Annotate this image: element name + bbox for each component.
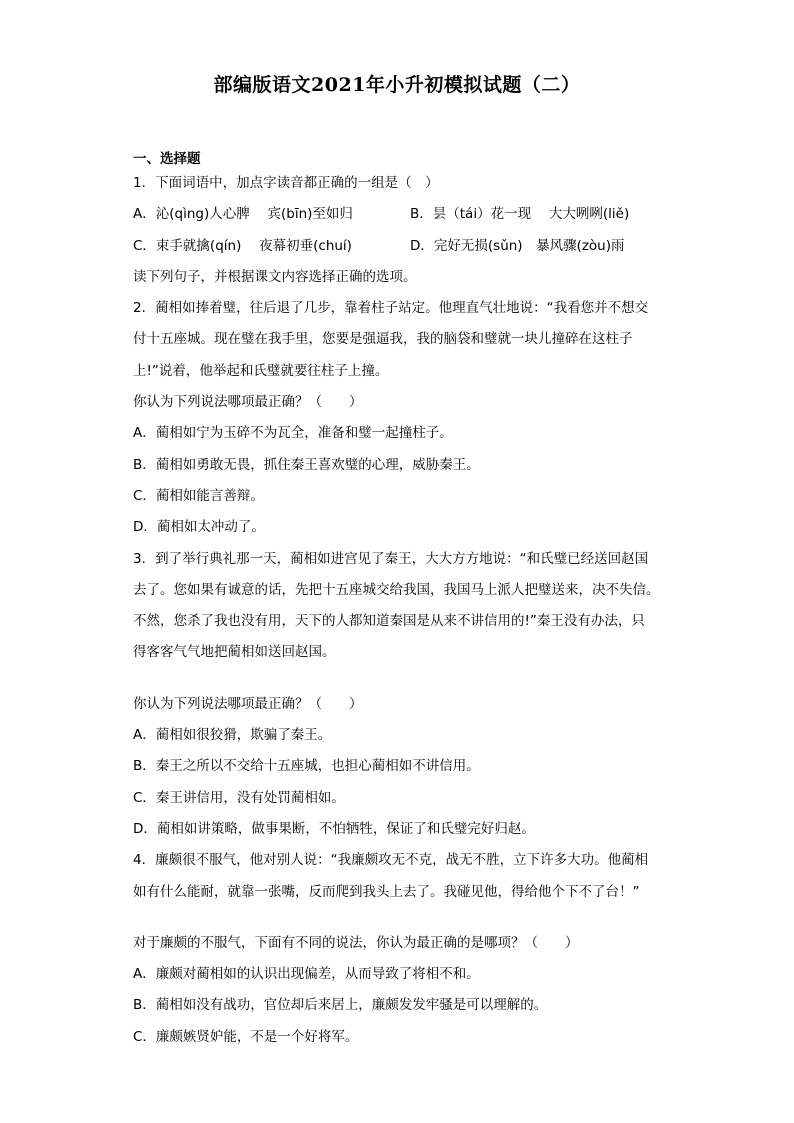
q3-question: 你认为下列说法哪项最正确？（ ） — [133, 695, 363, 712]
q2-passage-line: 上!”说着，他举起和氏璧就要往柱子上撞。 — [133, 362, 389, 379]
q4-option-c: C．廉颇嫉贤妒能，不是一个好将军。 — [133, 1028, 359, 1045]
q3-passage-line: 去了。您如果有诚意的话，先把十五座城交给我国，我国马上派人把璧送来，决不失信。 — [133, 581, 660, 598]
q4-passage-line: 4．廉颇很不服气，他对别人说：“我廉颇攻无不克，战无不胜，立下许多大功。他蔺相 — [133, 852, 649, 869]
q2-option-c: C．蔺相如能言善辩。 — [133, 487, 264, 504]
q4-option-b: B．蔺相如没有战功，官位却后来居上，廉颇发发牢骚是可以理解的。 — [133, 997, 548, 1014]
q2-passage-line: 2．蔺相如捧着璧，往后退了几步，靠着柱子站定。他理直气壮地说：“我看您并不想交 — [133, 300, 649, 317]
q2-option-b: B．蔺相如勇敢无畏，抓住秦王喜欢璧的心理，威胁秦王。 — [133, 456, 480, 473]
q2-option-a: A．蔺相如宁为玉碎不为瓦全，准备和璧一起撞柱子。 — [133, 425, 453, 442]
q1-options-row-1 — [133, 199, 663, 230]
question-content — [133, 168, 663, 1053]
q3-option-c: C．秦王讲信用，没有处罚蔺相如。 — [133, 789, 345, 806]
q2-option-d: D．蔺相如太冲动了。 — [133, 519, 265, 536]
q4-passage-line: 如有什么能耐，就靠一张嘴，反而爬到我头上去了。我碰见他，得给他个下不了台！” — [133, 883, 640, 900]
q3-option-d: D．蔺相如讲策略，做事果断，不怕牺牲，保证了和氏璧完好归赵。 — [133, 820, 535, 837]
q3-passage-line: 3．到了举行典礼那一天，蔺相如进宫见了秦王，大大方方地说：“和氏璧已经送回赵国 — [133, 550, 649, 567]
section-heading: 一、选择题 — [133, 151, 201, 167]
spacer — [133, 669, 663, 689]
q1-option-c: C．束手就擒(qín) 夜幕初垂(chuí) — [133, 237, 352, 254]
spacer — [133, 908, 663, 928]
q1-option-a: A．沁(qìng)人心脾 宾(bīn)至如归 — [133, 206, 353, 223]
q4-option-a: A．廉颇对蔺相如的认识出现偏差，从而导致了将相不和。 — [133, 966, 480, 983]
q1-options-row-2 — [133, 231, 663, 262]
q3-option-a: A．蔺相如很狡猾，欺骗了秦王。 — [133, 727, 332, 744]
q3-option-b: B．秦王之所以不交给十五座城，也担心蔺相如不讲信用。 — [133, 758, 480, 775]
page-title: 部编版语文2021年小升初模拟试题（二） — [213, 74, 581, 96]
q3-passage-line: 得客客气气地把蔺相如送回赵国。 — [133, 644, 336, 661]
q1-stem: 1．下面词语中，加点字读音都正确的一组是（ ） — [133, 175, 439, 191]
q2-passage-line: 付十五座城。现在璧在我手里，您要是强逼我，我的脑袋和璧就一块儿撞碎在这柱子 — [133, 331, 633, 348]
q1-option-d: D．完好无损(sǔn) 暴风骤(zòu)雨 — [410, 237, 625, 254]
q2-question: 你认为下列说法哪项最正确？（ ） — [133, 394, 363, 411]
q3-passage-line: 不然，您杀了我也没有用，天下的人都知道秦国是从来不讲信用的!”秦王没有办法，只 — [133, 613, 645, 630]
q1-option-b: B．昙（tái）花一现 大大咧咧(liě) — [410, 206, 630, 223]
reading-instruction: 读下列句子，并根据课文内容选择正确的选项。 — [133, 268, 417, 285]
q4-question: 对于廉颇的不服气，下面有不同的说法，你认为最正确的是哪项？（ ） — [133, 934, 579, 951]
